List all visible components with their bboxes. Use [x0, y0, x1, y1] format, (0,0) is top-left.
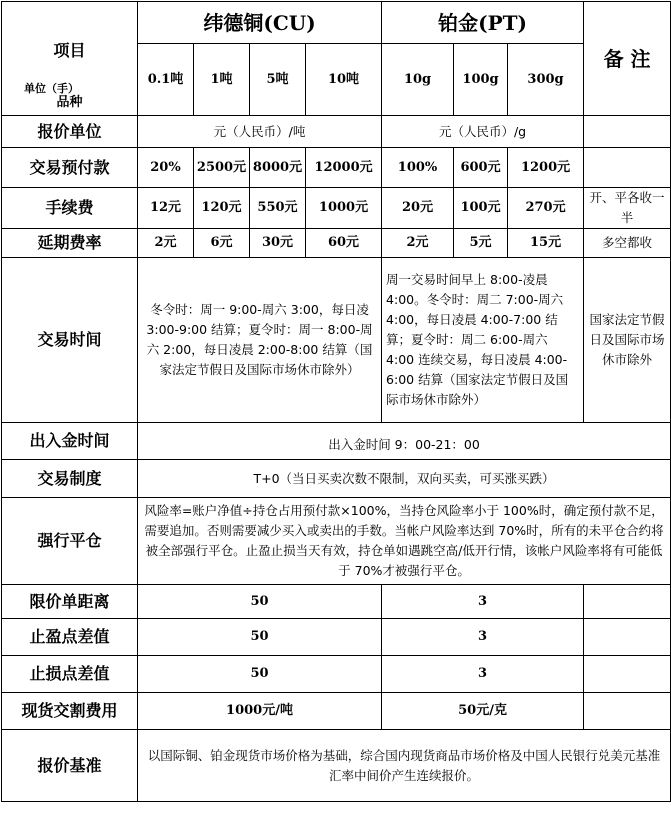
liquidation-value: 风险率=账户净值÷持仓占用预付款×100%，当持仓风险率小于 100%时，确定预付款不足，需要追加。否则需要减少买入或卖出的手数。当帐户风险率达到 70%时，所有的未平仓合约将被全部强行平仓。止盈止损当天有效，持仓单如遇跳空高/低开行情，该帐户风险率将有可能低于 70%才被强行平仓。	[138, 498, 671, 585]
trade-time-pt: 周一交易时间早上 8:00-凌晨 4:00。冬令时：周二 7:00-周六 4:00，每日凌晨 4:00-7:00 结算；夏令时：周二 6:00-周六 4:00 连续交易，每日凌晨 4:00-6:00 结算（国家法定节假日及国际市场休市除外）	[382, 258, 584, 423]
trade-time-label: 交易时间	[2, 258, 138, 423]
fee-pt-1: 100元	[454, 188, 508, 229]
variety-label: 品种	[56, 95, 83, 110]
delivery-cu: 1000元/吨	[138, 693, 382, 730]
fee-label: 手续费	[2, 188, 138, 229]
fee-cu-2: 550元	[250, 188, 306, 229]
prepay-pt-0: 100%	[382, 148, 454, 188]
deferral-cu-3: 60元	[306, 229, 382, 258]
item-header-cell	[2, 2, 138, 116]
fee-cu-3: 1000元	[306, 188, 382, 229]
stop-loss-label: 止损点差值	[2, 656, 138, 693]
stop-loss-cu: 50	[138, 656, 382, 693]
limit-distance-remark	[584, 585, 671, 619]
quote-unit-pt: 元（人民币）/g	[382, 116, 584, 148]
prepay-cu-2: 8000元	[250, 148, 306, 188]
deferral-cu-0: 2元	[138, 229, 194, 258]
take-profit-remark	[584, 619, 671, 656]
fund-time-label: 出入金时间	[2, 423, 138, 460]
prepay-cu-0: 20%	[138, 148, 194, 188]
take-profit-pt: 3	[382, 619, 584, 656]
deferral-remark: 多空都收	[584, 229, 671, 258]
trade-time-remark: 国家法定节假日及国际市场休市除外	[584, 258, 671, 423]
stop-loss-pt: 3	[382, 656, 584, 693]
limit-distance-label: 限价单距离	[2, 585, 138, 619]
fee-cu-1: 120元	[194, 188, 250, 229]
stop-loss-remark	[584, 656, 671, 693]
trade-time-cu: 冬令时：周一 9:00-周六 3:00，每日凌 3:00-9:00 结算；夏令时：周一 8:00-周六 2:00，每日凌晨 2:00-8:00 结算（国家法定节假日及国际市场休市除外）	[138, 258, 382, 423]
deferral-label: 延期费率	[2, 229, 138, 258]
prepay-pt-2: 1200元	[508, 148, 584, 188]
prepay-pt-1: 600元	[454, 148, 508, 188]
pt-unit-1: 100g	[454, 44, 508, 116]
limit-distance-cu: 50	[138, 585, 382, 619]
remark-title: 备 注	[584, 2, 671, 116]
cu-unit-1: 1吨	[194, 44, 250, 116]
take-profit-label: 止盈点差值	[2, 619, 138, 656]
fee-remark: 开、平各收一半	[584, 188, 671, 229]
pt-title: 铂金(PT)	[382, 2, 584, 44]
fund-time-value: 出入金时间 9：00-21：00	[138, 423, 671, 460]
prepay-remark	[584, 148, 671, 188]
deferral-pt-2: 15元	[508, 229, 584, 258]
fee-cu-0: 12元	[138, 188, 194, 229]
quote-unit-remark	[584, 116, 671, 148]
quote-unit-label: 报价单位	[2, 116, 138, 148]
trading-spec-table	[1, 1, 671, 802]
pt-unit-2: 300g	[508, 44, 584, 116]
liquidation-label: 强行平仓	[2, 498, 138, 585]
system-value: T+0（当日买卖次数不限制，双向买卖，可买涨买跌）	[138, 460, 671, 498]
fee-pt-2: 270元	[508, 188, 584, 229]
deferral-cu-1: 6元	[194, 229, 250, 258]
cu-unit-0: 0.1吨	[138, 44, 194, 116]
deferral-pt-0: 2元	[382, 229, 454, 258]
cu-unit-3: 10吨	[306, 44, 382, 116]
deferral-cu-2: 30元	[250, 229, 306, 258]
deferral-pt-1: 5元	[454, 229, 508, 258]
delivery-label: 现货交割费用	[2, 693, 138, 730]
system-label: 交易制度	[2, 460, 138, 498]
pt-unit-0: 10g	[382, 44, 454, 116]
delivery-pt: 50元/克	[382, 693, 584, 730]
item-label: 项目	[53, 41, 86, 60]
take-profit-cu: 50	[138, 619, 382, 656]
fee-pt-0: 20元	[382, 188, 454, 229]
unit-label: 单位（手）	[24, 82, 79, 95]
benchmark-label: 报价基准	[2, 730, 138, 802]
quote-unit-cu: 元（人民币）/吨	[138, 116, 382, 148]
prepay-cu-1: 2500元	[194, 148, 250, 188]
cu-unit-2: 5吨	[250, 44, 306, 116]
prepay-label: 交易预付款	[2, 148, 138, 188]
prepay-cu-3: 12000元	[306, 148, 382, 188]
benchmark-value: 以国际铜、铂金现货市场价格为基础，综合国内现货商品市场价格及中国人民银行兑美元基准汇率中间价产生连续报价。	[138, 730, 671, 802]
delivery-remark	[584, 693, 671, 730]
cu-title: 纬德铜(CU)	[138, 2, 382, 44]
limit-distance-pt: 3	[382, 585, 584, 619]
